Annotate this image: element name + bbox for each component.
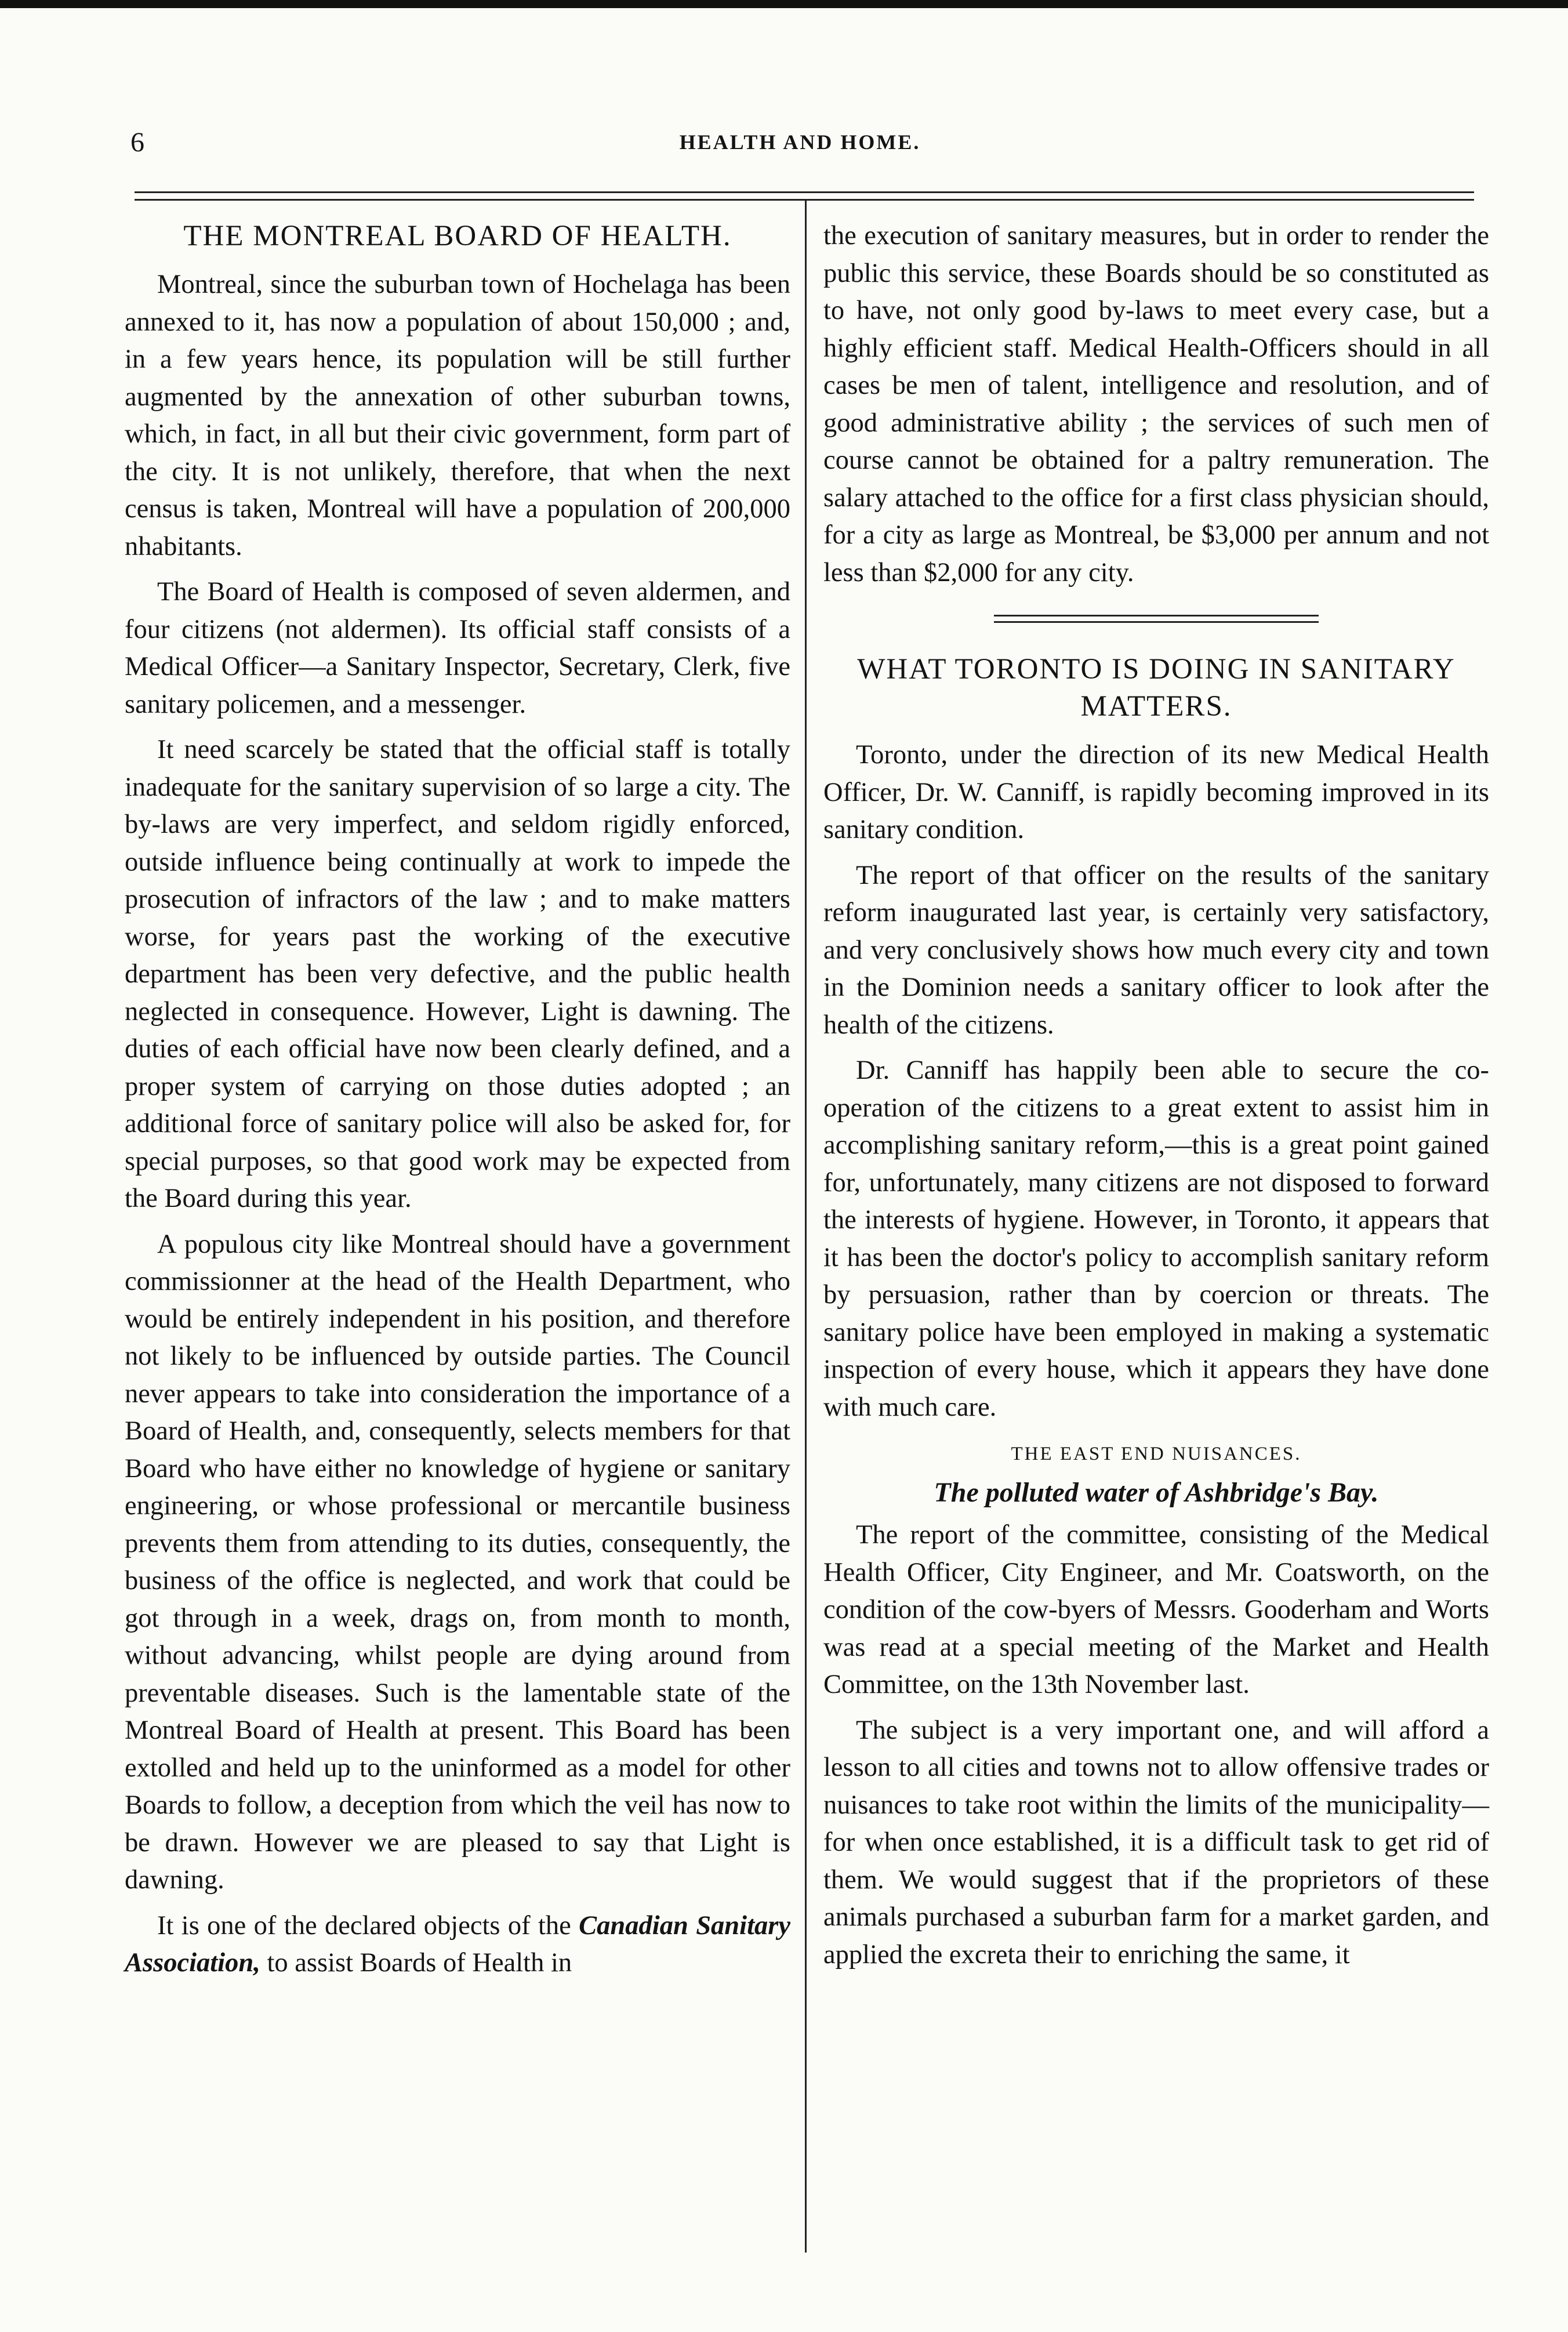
paragraph: A populous city like Montreal should have a government commissionner at the head of the Health Department, who would be entirely independent in his position, and therefore not likely to be influenced by outside parties. The Council never appears to take into consideration the importance of a Board of Health, and, consequently, selects members for that Board who have either no knowledge of hygiene or sanitary engineering, or whose professional or mercantile business prevents them from attending to its duties, consequently, the business of the office is neglected, and work that could be got through in a week, drags on, from month to month, without advancing, whilst people are dying around from preventable diseases. Such is the lamentable state of the Montreal Board of Health at present. This Board has been extolled and held up to the uninformed as a model for other Boards to follow, a deception from which the veil has now to be drawn. However we are pleased to say that Light is dawning.	[125, 1229, 790, 1895]
top-border-rule	[0, 0, 1568, 8]
left-column	[125, 217, 790, 1990]
paragraph: It need scarcely be stated that the official staff is totally inadequate for the sanitary supervision of so large a city. The by-laws are very imperfect, and seldom rigidly enforced, outside influence being continually at work to impede the prosecution of infractors of the law ; and to make matters worse, for years past the working of the executive department has been very defective, and the public health neglected in consequence. However, Light is dawning. The duties of each official have now been clearly defined, and a proper system of carrying on those duties adopted ; an additional force of sanitary police will also be asked for, for special purposes, so that good work may be expected from the Board during this year.	[125, 735, 790, 1213]
header-rule	[135, 191, 1474, 201]
paragraph: Montreal, since the suburban town of Hochelaga has been annexed to it, has now a population of about 150,000 ; and, in a few years hence, its population will be still further augmented by the annexation of other suburban towns, which, in fact, in all but their civic government, form part of the city. It is not unlikely, therefore, that when the next census is taken, Montreal will have a population of 200,000 nhabitants.	[125, 270, 790, 561]
paragraph-continuation: the execution of sanitary measures, but in order to render the public this service, these Boards should be so constituted as to have, not only good by-laws to meet every case, but a highly efficient staff. Medical Health-Officers should in all cases be men of talent, intelligence and resolution, and of good administrative ability ; the services of such men of course cannot be obtained for a paltry remuneration. The salary attached to the office for a first class physician should, for a city as large as Montreal, be $3,000 per annum and not less than $2,000 for any city.	[823, 221, 1489, 587]
paragraph: Toronto, under the direction of its new Medical Health Officer, Dr. W. Canniff, is rapidly becoming improved in its sanitary condition.	[823, 740, 1489, 844]
subheading-east-end: THE EAST END NUISANCES.	[1011, 1444, 1302, 1464]
page-header	[130, 126, 1469, 161]
article-title-montreal: THE MONTREAL BOARD OF HEALTH.	[183, 220, 732, 252]
subheading-italic: The polluted water of Ashbridge's Bay.	[934, 1477, 1379, 1508]
paragraph-text: It is one of the declared objects of the	[157, 1910, 579, 1941]
paragraph: The report of that officer on the results of the sanitary reform inaugurated last year, is certainly very satisfactory, and very conclusively shows how much every city and town in the Dominion needs a sanitary officer to look after the health of the citizens.	[823, 860, 1489, 1040]
paragraph: Dr. Canniff has happily been able to secure the co-operation of the citizens to a great extent to assist him in accomplishing sanitary reform,—this is a great point gained for, unfortunately, many citizens are not disposed to forward the interests of hygiene. However, in Toronto, it appears that it has been the doctor's policy to accomplish sanitary reform by persuasion, rather than by coercion or threats. The sanitary police have been employed in making a systematic inspection of every house, which it appears they have done with much care.	[823, 1056, 1489, 1422]
paragraph-last	[125, 1907, 790, 1982]
article-title-toronto: WHAT TORONTO IS DOING IN SANITARY MATTERS.	[857, 653, 1456, 723]
paragraph: The report of the committee, consisting of the Medical Health Officer, City Engineer, and Mr. Coatsworth, on the condition of the cow-byers of Messrs. Gooderham and Worts was read at a special meeting of the Market and Health Committee, on the 13th November last.	[823, 1520, 1489, 1699]
paragraph-text: to assist Boards of Health in	[260, 1948, 572, 1978]
paragraph: The Board of Health is composed of seven aldermen, and four citizens (not aldermen). Its official staff consists of a Medical Officer—a Sanitary Inspector, Secretary, Clerk, five sanitary policemen, and a messenger.	[125, 577, 790, 719]
association-name: Canadian Sanitary Association,	[125, 1910, 790, 1978]
paragraph: The subject is a very important one, and will afford a lesson to all cities and towns not to allow offensive trades or nuisances to take root within the limits of the municipality—for when once established, it is a difficult task to get rid of them. We would suggest that if the proprietors of these animals purchased a suburban farm for a market garden, and applied the excreta their to enriching the same, it	[823, 1715, 1489, 1970]
section-separator	[994, 615, 1319, 623]
column-divider	[805, 200, 807, 2253]
page-number: 6	[130, 127, 144, 158]
right-column	[823, 217, 1489, 1982]
running-title: HEALTH AND HOME.	[679, 130, 921, 154]
